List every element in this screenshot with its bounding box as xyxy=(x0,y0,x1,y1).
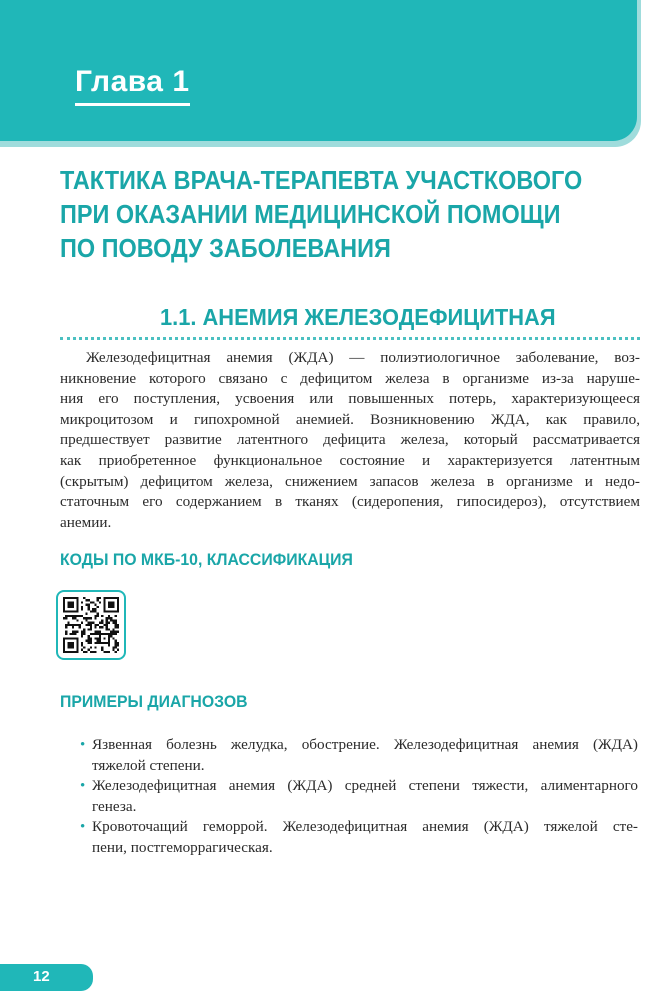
main-title xyxy=(60,164,583,266)
bullet-icon: • xyxy=(80,737,86,753)
paragraph-line: анемии. xyxy=(60,513,112,531)
list-item-line: тяжелой степени. xyxy=(92,756,205,774)
section-title: 1.1. АНЕМИЯ ЖЕЛЕЗОДЕФИЦИТНАЯ xyxy=(160,304,556,330)
main-title-line: ПРИ ОКАЗАНИИ МЕДИЦИНСКОЙ ПОМОЩИ xyxy=(60,201,561,229)
list-item xyxy=(80,776,638,817)
list-item-line: генеза. xyxy=(92,797,137,815)
qr-code-icon xyxy=(63,597,119,653)
main-title-line: ТАКТИКА ВРАЧА-ТЕРАПЕВТА УЧАСТКОВОГО xyxy=(60,167,583,195)
qr-code[interactable] xyxy=(56,590,126,660)
definition-paragraph xyxy=(60,348,640,533)
list-item-line: Кровоточащий геморрой. Железодефицитная анемия (ЖДА) тяжелой сте- xyxy=(92,818,638,835)
paragraph-line: предшествует развитие латентного дефицита железа, который рассматривается xyxy=(60,431,640,449)
page-number: 12 xyxy=(33,968,50,985)
paragraph-line: ния его поступления, усвоения или повышенных потерь, характеризующееся xyxy=(60,390,640,408)
bullet-icon: • xyxy=(80,778,86,794)
bullet-icon: • xyxy=(80,819,86,835)
codes-heading: КОДЫ ПО МКБ-10, КЛАССИФИКАЦИЯ xyxy=(60,550,353,569)
main-title-line: ПО ПОВОДУ ЗАБОЛЕВАНИЯ xyxy=(60,235,391,263)
examples-heading: ПРИМЕРЫ ДИАГНОЗОВ xyxy=(60,692,248,711)
list-item xyxy=(80,817,638,858)
dotted-divider xyxy=(60,337,640,340)
paragraph-line: никновение которого связано с дефицитом железа в организме из-за наруше- xyxy=(60,369,640,387)
paragraph-line: (скрытым) дефицитом железа, снижением запасов железа в организме и недо- xyxy=(60,472,640,490)
paragraph-line: Железодефицитная анемия (ЖДА) — полиэтиологичное заболевание, воз- xyxy=(86,349,640,366)
list-item-line: Железодефицитная анемия (ЖДА) средней степени тяжести, алиментарного xyxy=(92,777,638,794)
paragraph-line: микроцитозом и гипохромной анемией. Возникновению ЖДА, как правило, xyxy=(60,410,640,428)
paragraph-line: как приобретенное функциональное состояние и характеризуется латентным xyxy=(60,451,640,469)
page-number-tab xyxy=(0,964,93,991)
list-item-line: пени, постгеморрагическая. xyxy=(92,838,273,856)
list-item-line: Язвенная болезнь желудка, обострение. Железодефицитная анемия (ЖДА) xyxy=(92,736,638,753)
chapter-title: Глава 1 xyxy=(75,65,190,106)
paragraph-line: статочным его содержанием в тканях (сидеропения, гипосидероз), отсутствием xyxy=(60,493,640,511)
diagnosis-examples-list xyxy=(80,735,638,858)
list-item xyxy=(80,735,638,776)
